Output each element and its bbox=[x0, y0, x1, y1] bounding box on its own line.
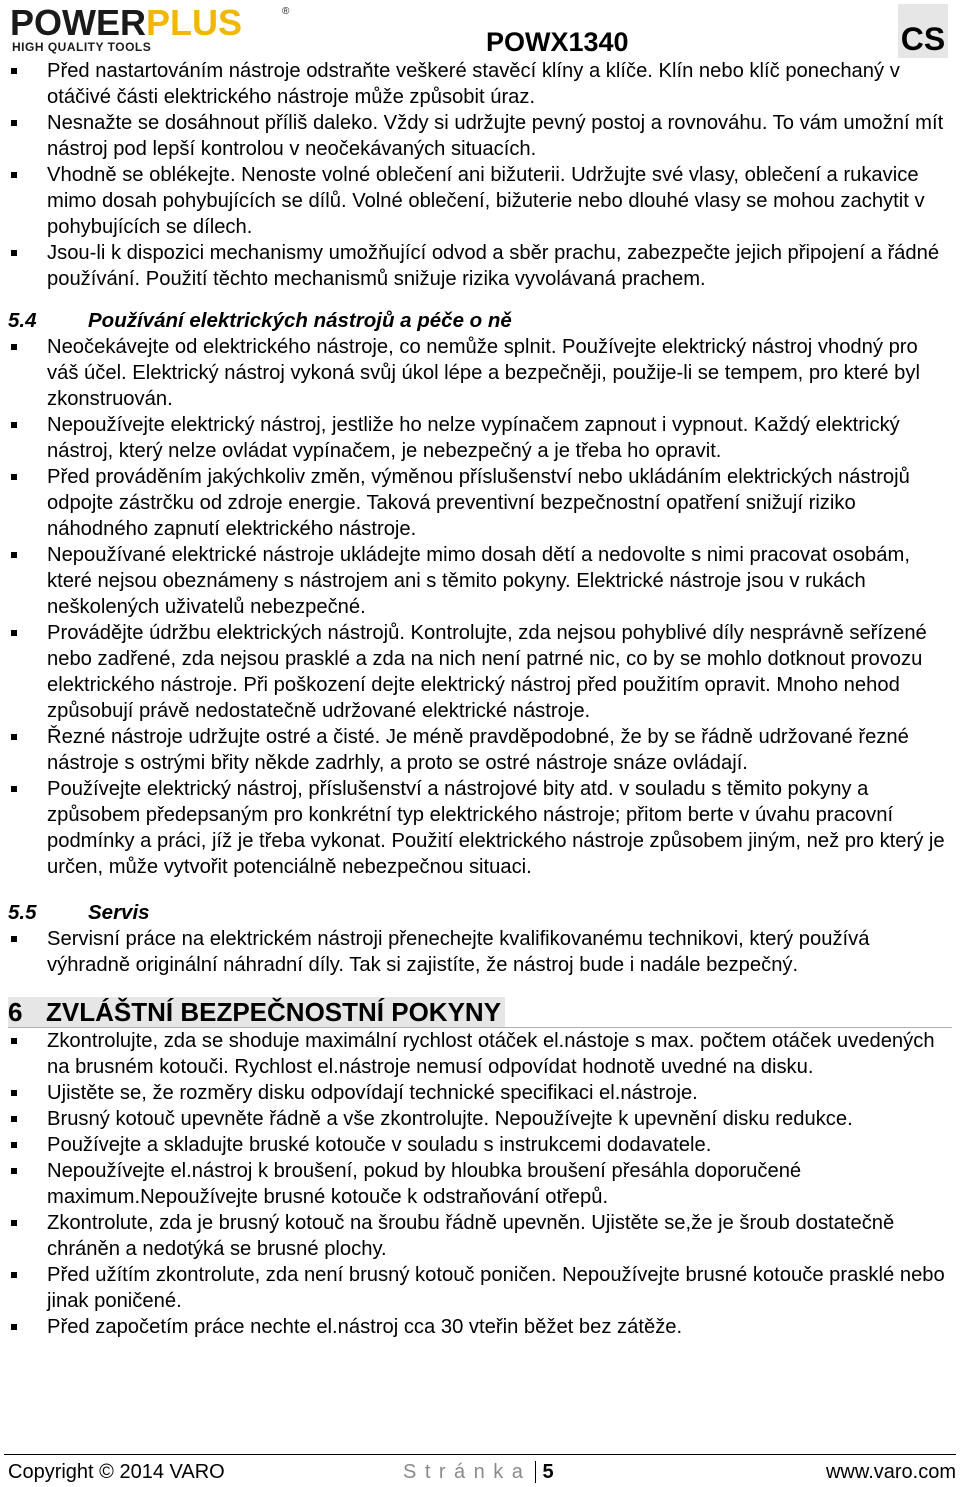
list-item: Nepoužívejte el.nástroj k broušení, pokud by hloubka broušení přesáhla doporučené maximum.Nepoužívejte brusné kotouče k odstraňování otřepů. bbox=[8, 1158, 952, 1210]
section-6-heading-wrap bbox=[8, 997, 952, 1028]
section-6-heading bbox=[8, 997, 505, 1027]
logo-plus: PLUS bbox=[146, 2, 243, 43]
list-item: Brusný kotouč upevněte řádně a vše zkontrolujte. Nepoužívejte k upevnění disku redukce. bbox=[8, 1106, 952, 1132]
list-item: Používejte a skladujte bruské kotouče v souladu s instrukcemi dodavatele. bbox=[8, 1132, 952, 1158]
list-item: Před započetím práce nechte el.nástroj cca 30 vteřin běžet bez zátěže. bbox=[8, 1314, 952, 1340]
powerplus-logo bbox=[10, 4, 290, 52]
list-item: Před užítím zkontrolute, zda není brusný kotouč poničen. Nepoužívejte brusné kotouče prasklé nebo jinak poničené. bbox=[8, 1262, 952, 1314]
section-title: Používání elektrických nástrojů a péče o ně bbox=[88, 309, 512, 332]
language-badge: CS bbox=[898, 4, 948, 58]
list-item: Provádějte údržbu elektrických nástrojů. Kontrolujte, zda nejsou pohyblivé díly nesprávně seřízené nebo zadřené, zda nejsou prasklé a zda na nich není patrné nic, co by se mohlo dotknout provozu elektrického nástroje. Při poškození dejte elektrický nástroj před použitím opravit. Mnoho nehod způsobují právě nedostatečně udržované elektrické nástroje. bbox=[8, 620, 952, 724]
section-number: 6 bbox=[8, 997, 23, 1027]
list-item: Nepoužívejte elektrický nástroj, jestliže ho nelze vypínačem zapnout i vypnout. Každý elektrický nástroj, který nelze ovládat vypínačem, je nebezpečný a je třeba ho opravit. bbox=[8, 412, 952, 464]
list-item: Zkontrolute, zda je brusný kotouč na šroubu řádně upevněn. Ujistěte se,že je šroub dostatečně chráněn a nedotýká se brusné plochy. bbox=[8, 1210, 952, 1262]
section-5-5-heading bbox=[8, 900, 952, 926]
section-5-4-bullet-list bbox=[8, 334, 952, 880]
list-item: Řezné nástroje udržujte ostré a čisté. Je méně pravděpodobné, že by se řádně udržované řezné nástroje s ostrými břity někde zadrhly, a proto se ostré nástroje snáze ovládají. bbox=[8, 724, 952, 776]
page-header bbox=[0, 0, 960, 62]
list-item: Nepoužívané elektrické nástroje ukládejte mimo dosah dětí a nedovolte s nimi pracovat osobám, které nejsou obeznámeny s nástrojem ani s těmito pokyny. Elektrické nástroje jsou v rukách neškolených uživatelů nebezpečné. bbox=[8, 542, 952, 620]
section-5-4-heading bbox=[8, 308, 952, 334]
list-item: Servisní práce na elektrickém nástroji přenechejte kvalifikovanému technikovi, který používá výhradně originální náhradní díly. Tak si zajistíte, že nástroj bude i nadále bezpečný. bbox=[8, 926, 952, 978]
page-footer bbox=[8, 1459, 956, 1485]
list-item: Používejte elektrický nástroj, příslušenství a nástrojové bity atd. v souladu s těmito pokyny a způsobem předepsaným pro konkrétní typ elektrického nástroje; přitom berte v úvahu pracovní podmínky a práci, jíž je třeba vykonat. Použití elektrického nástroje způsobem jiným, než pro který je určen, může vytvořit potenciálně nebezpečnou situaci. bbox=[8, 776, 952, 880]
list-item: Zkontrolujte, zda se shoduje maximální rychlost otáček el.nástoje s max. počtem otáček uvedených na brusném kotouči. Rychlost el.nástroje nemusí odpovídat hodnotě uvedné na disku. bbox=[8, 1028, 952, 1080]
list-item: Vhodně se oblékejte. Nenoste volné oblečení ani bižuterii. Udržujte své vlasy, oblečení a rukavice mimo dosah pohybujících se dílů. Volné oblečení, bižuterie nebo dlouhé vlasy se mohou zachytit v pohybujících se dílech. bbox=[8, 162, 952, 240]
section-number: 5.5 bbox=[8, 901, 37, 924]
logo-power: POWER bbox=[10, 2, 147, 43]
registered-mark: ® bbox=[282, 6, 290, 17]
list-item: Před nastartováním nástroje odstraňte veškeré stavěcí klíny a klíče. Klín nebo klíč ponechaný v otáčivé části elektrického nástroje může způsobit úraz. bbox=[8, 58, 952, 110]
page-label: Stránka bbox=[403, 1461, 532, 1483]
model-number: POWX1340 bbox=[486, 27, 629, 57]
section-5-5-bullet-list bbox=[8, 926, 952, 978]
intro-bullet-list bbox=[8, 58, 952, 292]
page-indicator bbox=[403, 1459, 554, 1485]
list-item: Nesnažte se dosáhnout příliš daleko. Vždy si udržujte pevný postoj a rovnováhu. To vám umožní mít nástroj pod lepší kontrolou v neočekávaných situacích. bbox=[8, 110, 952, 162]
list-item: Jsou-li k dispozici mechanismy umožňující odvod a sběr prachu, zabezpečte jejich připojení a řádné používání. Použití těchto mechanismů snižuje rizika vyvolávaná prachem. bbox=[8, 240, 952, 292]
page-content bbox=[8, 58, 952, 1340]
copyright-text: Copyright © 2014 VARO bbox=[8, 1461, 225, 1483]
footer-divider bbox=[4, 1454, 956, 1455]
section-title: ZVLÁŠTNÍ BEZPEČNOSTNÍ POKYNY bbox=[46, 997, 502, 1027]
website-text: www.varo.com bbox=[825, 1461, 956, 1483]
section-6-bullet-list bbox=[8, 1028, 952, 1340]
list-item: Ujistěte se, že rozměry disku odpovídají technické specifikaci el.nástroje. bbox=[8, 1080, 952, 1106]
section-number: 5.4 bbox=[8, 309, 37, 332]
section-title: Servis bbox=[88, 901, 150, 924]
list-item: Neočekávejte od elektrického nástroje, co nemůže splnit. Používejte elektrický nástroj vhodný pro váš účel. Elektrický nástroj vykoná svůj úkol lépe a bezpečněji, použije-li se tempem, pro které byl zkonstruován. bbox=[8, 334, 952, 412]
logo-wordmark bbox=[10, 4, 242, 42]
list-item: Před prováděním jakýchkoliv změn, výměnou příslušenství nebo ukládáním elektrických nástrojů odpojte zástrčku od zdroje energie. Taková preventivní bezpečnostní opatření snižují riziko náhodného zapnutí elektrického nástroje. bbox=[8, 464, 952, 542]
page-number: 5 bbox=[535, 1461, 553, 1483]
logo-tagline: HIGH QUALITY TOOLS bbox=[12, 40, 152, 54]
